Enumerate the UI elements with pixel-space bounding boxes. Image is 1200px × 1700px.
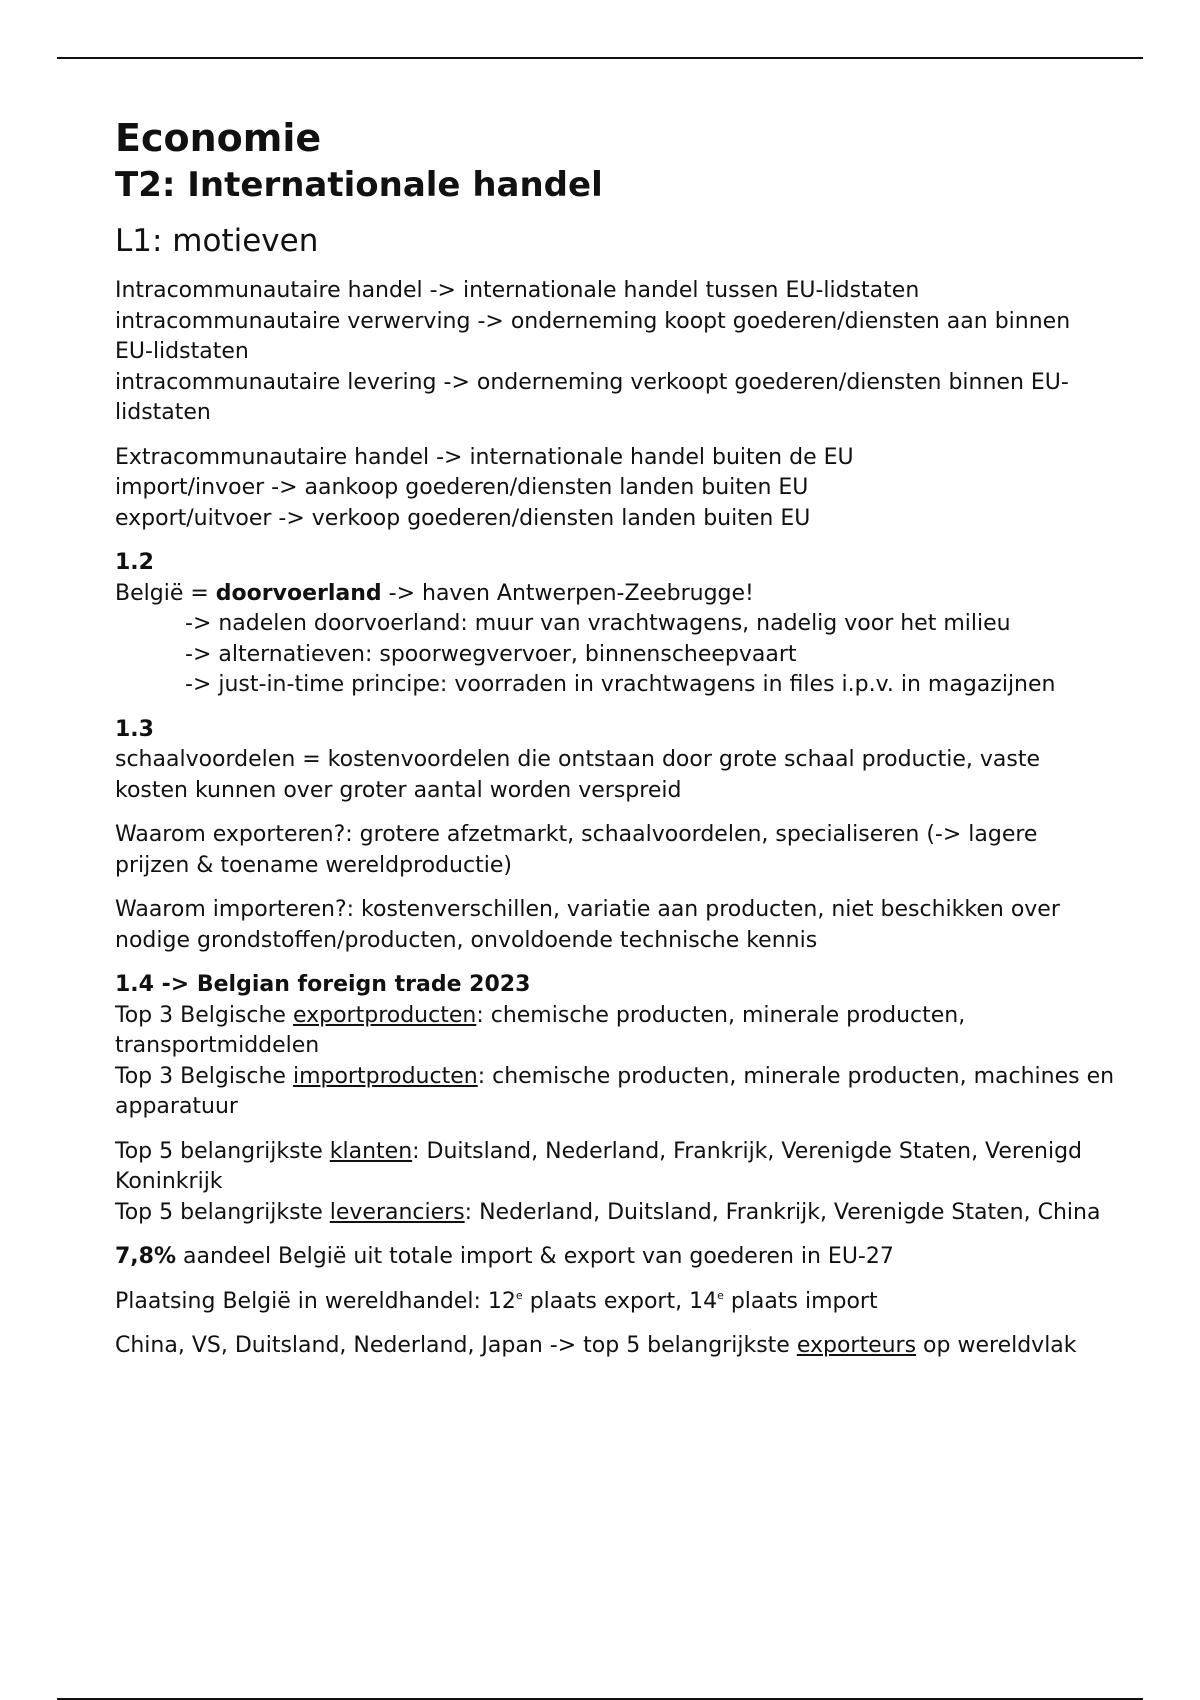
section-heading: 1.4 -> Belgian foreign trade 2023 (115, 972, 531, 997)
lesson-heading: L1: motieven (115, 223, 319, 259)
text-run: Top 3 Belgische (115, 1063, 293, 1089)
partners-paragraph (115, 1137, 1115, 1229)
text-run: -> haven Antwerpen-Zeebrugge! (381, 580, 754, 606)
superscript: e (717, 1288, 724, 1302)
ranking-line (115, 1287, 1115, 1318)
text-run: Top 5 belangrijkste (115, 1138, 330, 1164)
text-run: aandeel België uit totale import & export van goederen in EU-27 (176, 1244, 894, 1269)
text-run: plaats import (723, 1288, 878, 1314)
underlined-term: exporteurs (796, 1333, 917, 1358)
text-run: : chemische producten, minerale producten, machines en apparatuur (115, 1063, 1115, 1119)
text-run: China, VS, Duitsland, Nederland, Japan -> top 5 belangrijkste (115, 1333, 797, 1358)
export-products-line (115, 1001, 1115, 1062)
indented-line: -> alternatieven: spoorwegvervoer, binnenscheepvaart (185, 641, 797, 667)
text-run: op wereldvlak (916, 1333, 1077, 1358)
underlined-term: importproducten (292, 1063, 478, 1089)
intra-line: Intracommunautaire handel -> internationale handel tussen EU-lidstaten (115, 278, 920, 303)
transit-line (115, 579, 1115, 610)
underlined-term: klanten (329, 1138, 413, 1164)
export-reasons: Waarom exporteren?: grotere afzetmarkt, schaalvoordelen, specialiseren (-> lagere prijzen & toename wereldproductie) (115, 822, 1038, 878)
text-run: : Nederland, Duitsland, Frankrijk, Verenigde Staten, China (464, 1199, 1101, 1225)
section-heading: 1.2 (115, 550, 154, 575)
top-exporters-line (115, 1331, 1115, 1362)
intra-line: intracommunautaire levering -> onderneming verkoopt goederen/diensten binnen EU-lidstaten (115, 369, 1069, 425)
bold-term: doorvoerland (215, 580, 382, 606)
page-subtitle: T2: Internationale handel (115, 165, 603, 205)
import-reasons: Waarom importeren?: kostenverschillen, variatie aan producten, niet beschikken over nodige grondstoffen/producten, onvoldoende technische kennis (115, 897, 1060, 953)
extra-line: export/uitvoer -> verkoop goederen/diensten landen buiten EU (115, 505, 811, 531)
customers-line (115, 1137, 1115, 1198)
text-run: België = (115, 580, 216, 606)
text-run: Top 3 Belgische (115, 1002, 293, 1028)
section-heading: 1.3 (115, 716, 154, 742)
definition-line: schaalvoordelen = kostenvoordelen die ontstaan door grote schaal productie, vaste kosten kunnen over groter aantal worden verspreid (115, 747, 1040, 803)
underlined-term: leveranciers (329, 1199, 465, 1225)
page-title: Economie (115, 116, 322, 160)
section-1-3 (115, 715, 1115, 807)
share-line (115, 1242, 1115, 1273)
text-run: plaats export, 14 (522, 1288, 718, 1314)
extra-line: import/invoer -> aankoop goederen/diensten landen buiten EU (115, 475, 809, 500)
text-run: Top 5 belangrijkste (115, 1199, 330, 1225)
section-1-2 (115, 548, 1115, 701)
top-rule (57, 57, 1143, 59)
bold-term: 7,8% (115, 1244, 177, 1269)
extra-line: Extracommunautaire handel -> internationale handel buiten de EU (115, 444, 854, 470)
text-run: : Duitsland, Nederland, Frankrijk, Verenigde Staten, Verenigd Koninkrijk (115, 1138, 1083, 1194)
text-run: Plaatsing België in wereldhandel: 12 (115, 1288, 516, 1314)
text-run: : chemische producten, minerale producten, transportmiddelen (115, 1002, 966, 1058)
indented-line: -> nadelen doorvoerland: muur van vrachtwagens, nadelig voor het milieu (185, 611, 1011, 636)
indented-line: -> just-in-time principe: voorraden in vrachtwagens in files i.p.v. in magazijnen (185, 672, 1056, 697)
suppliers-line (115, 1198, 1115, 1229)
superscript: e (515, 1288, 523, 1302)
document-body (115, 112, 1115, 1362)
section-1-4 (115, 970, 1115, 1123)
intra-line: intracommunautaire verwerving -> onderneming koopt goederen/diensten aan binnen EU-lidstaten (115, 308, 1071, 364)
import-products-line (115, 1062, 1115, 1123)
intra-paragraph (115, 276, 1115, 429)
extra-paragraph (115, 443, 1115, 535)
underlined-term: exportproducten (292, 1002, 477, 1028)
